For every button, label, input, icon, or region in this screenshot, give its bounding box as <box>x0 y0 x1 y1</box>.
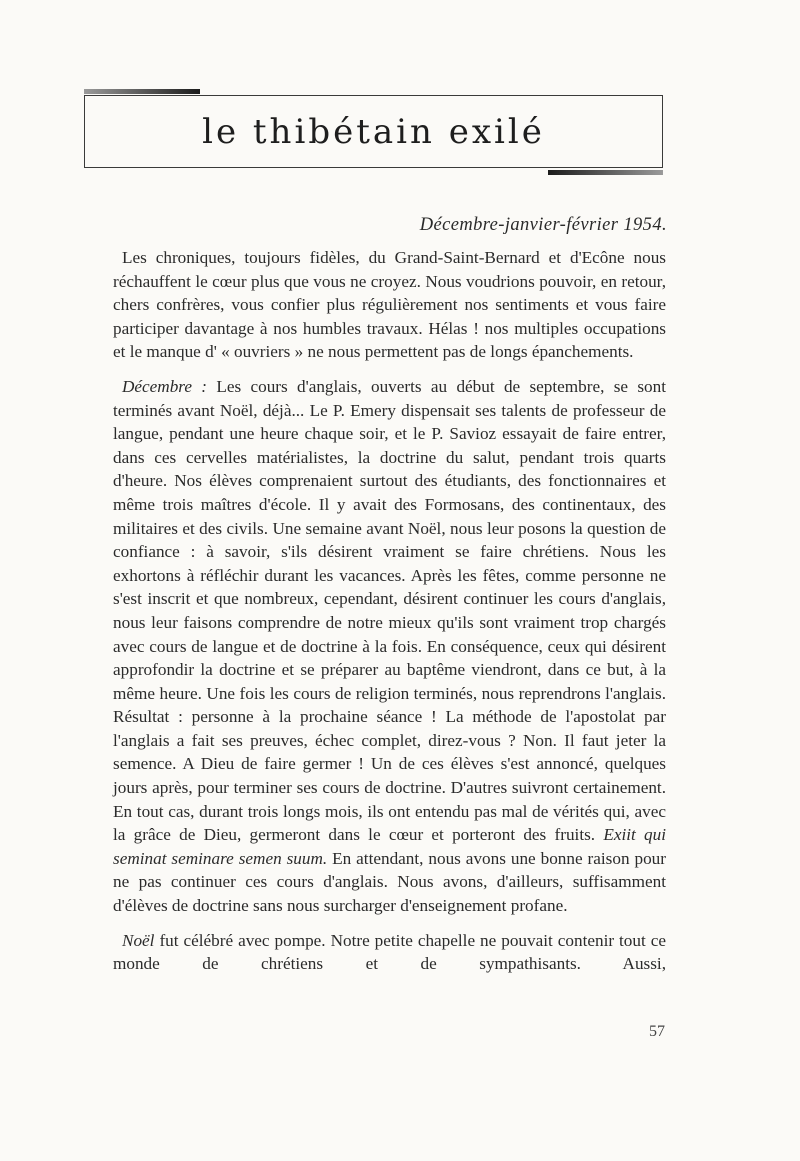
paragraph-intro-text: Les chroniques, toujours fidèles, du Grand-Saint-Bernard et d'Ecône nous réchauffent le cœur plus que vous ne croyez. Nous voudrions pouvoir, en retour, chers confrères, vous confier plus régulièrement nos sentiments et vous faire participer davantage à nos humbles travaux. Hélas ! nos multiples occupations et le manque d' « ouvriers » ne nous permettent pas de longs épanchements. <box>113 248 666 362</box>
title-frame <box>84 95 663 168</box>
paragraph-decembre <box>113 375 666 918</box>
latin-quote: Exiit qui seminat seminare semen suum. <box>113 825 666 868</box>
chapter-title: le thibétain exilé <box>202 111 545 152</box>
page-number: 57 <box>649 1023 665 1040</box>
paragraph-noel-text: fut célébré avec pompe. Notre petite chapelle ne pouvait contenir tout ce monde de chrétiens et de sympathisants. Aussi, <box>113 930 666 974</box>
title-rule-bottom <box>548 170 663 175</box>
title-rule-top <box>84 89 200 94</box>
paragraph-lead-decembre: Décembre : <box>122 376 208 396</box>
paragraph-intro <box>113 246 666 364</box>
paragraph-decembre-text: Les cours d'anglais, ouverts au début de septembre, se sont terminés avant Noël, déjà... Le P. Emery dispensait ses talents de professeur de langue, pendant une heure chaque soir, et le P. Savioz essayait de faire entrer, dans ces cervelles matérialistes, la doctrine du salut, pendant trois quarts d'heure. Nos élèves comprenaient surtout des étudiants, des fonctionnaires et même trois maîtres d'école. Il y avait des Formosans, des continentaux, des militaires et des civils. Une semaine avant Noël, nous leur posons la question de confiance : à savoir, s'ils désirent vraiment se faire chrétiens. Nous les exhortons à réfléchir durant les vacances. Après les fêtes, comme personne ne s'est inscrit et que nombreux, cependant, désirent continuer les cours d'anglais, nous leur faisons comprendre de notre mieux qu'ils sont vraiment trop chargés avec cours de langue et de doctrine à la fois. En conséquence, ceux qui désirent approfondir la doctrine et se préparer au baptême viendront, dans ce but, à la même heure. Une fois les cours de religion terminés, nous reprendrons l'anglais. Résultat : personne à la prochaine séance ! La méthode de l'apostolat par l'anglais a fait ses preuves, échec complet, direz-vous ? Non. Il faut jeter la semence. A Dieu de faire germer ! Un de ces élèves s'est annoncé, quelques jours après, pour terminer ses cours de doctrine. D'autres suivront certainement. En tout cas, durant trois longs mois, ils ont entendu pas mal de vérités qui, avec la grâce de Dieu, germeront dans le cœur et porteront des fruits. <box>113 376 666 845</box>
date-line: Décembre-janvier-février 1954. <box>419 215 667 235</box>
paragraph-decembre-text-after: En attendant, nous avons une bonne raison pour ne pas continuer ces cours d'anglais. Nous avons, d'ailleurs, suffisamment d'élèves de doctrine sans nous surcharger d'enseignement profane. <box>113 848 666 916</box>
body-text <box>113 246 666 976</box>
paragraph-noel <box>113 929 666 976</box>
paragraph-lead-noel: Noël <box>122 930 155 950</box>
